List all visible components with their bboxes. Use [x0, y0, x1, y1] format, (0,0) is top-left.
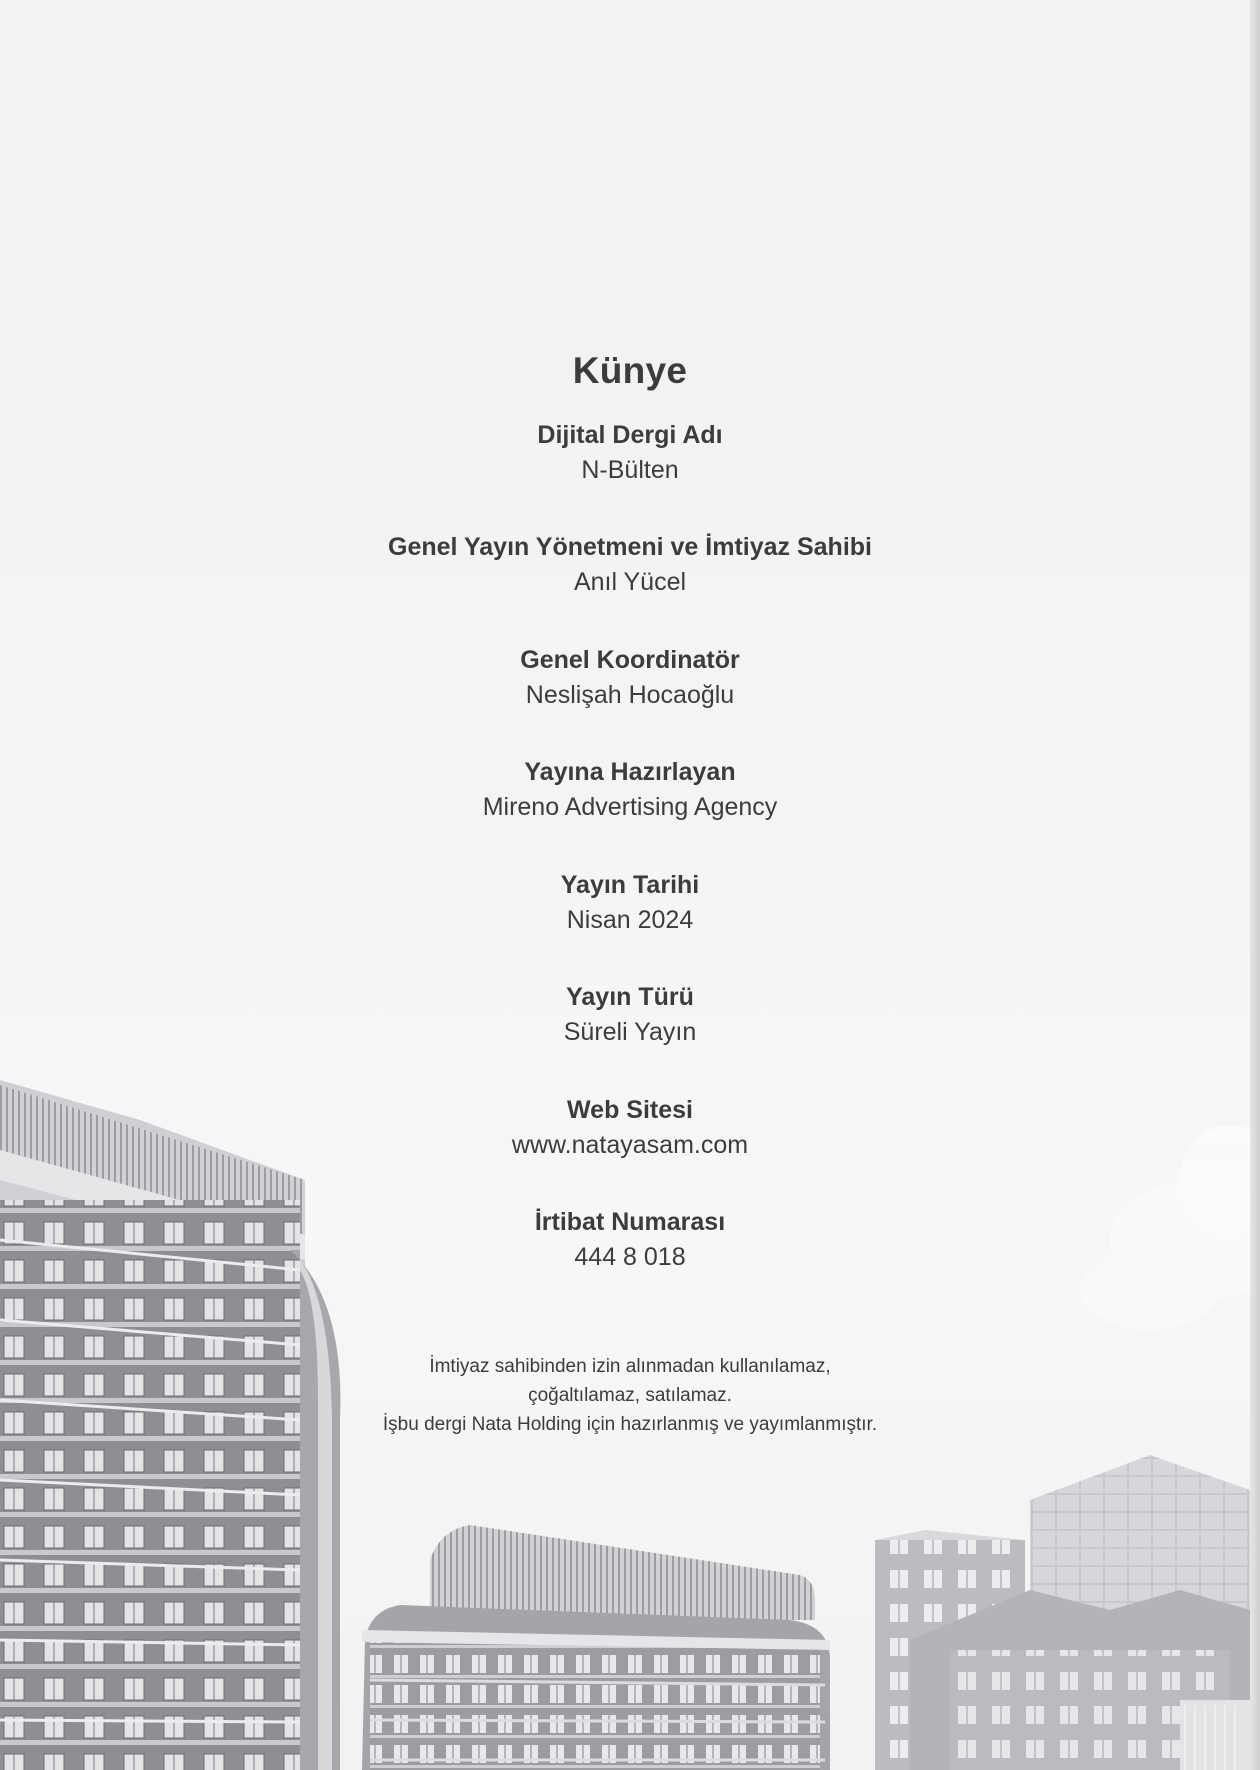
right-buildings	[875, 1455, 1250, 1770]
left-tower	[0, 1080, 340, 1770]
entry-label: Genel Koordinatör	[520, 646, 740, 674]
imprint-entry-publication-date	[300, 868, 960, 938]
copyright-line-3: İşbu dergi Nata Holding için hazırlanmış ve yayımlanmıştır.	[382, 1414, 878, 1435]
copyright-line-1: İmtiyaz sahibinden izin alınmadan kullanılamaz,	[429, 1356, 831, 1377]
entry-value: Mireno Advertising Agency	[482, 793, 778, 821]
entry-value: Neslişah Hocaoğlu	[525, 681, 735, 709]
entry-label: Dijital Dergi Adı	[537, 421, 723, 449]
entry-value: N-Bülten	[581, 456, 679, 484]
entry-value: Anıl Yücel	[573, 568, 687, 596]
imprint-entry-website	[300, 1093, 960, 1163]
imprint-entry-editor-in-chief	[300, 530, 960, 600]
imprint-entry-contact-number	[300, 1205, 960, 1275]
entry-value: Süreli Yayın	[563, 1018, 697, 1046]
copyright-line-2: çoğaltılamaz, satılamaz.	[528, 1385, 732, 1406]
imprint-entry-prepared-by	[300, 755, 960, 825]
phone-number: 444 8 018	[574, 1243, 686, 1271]
website-link[interactable]: www.natayasam.com	[511, 1131, 749, 1159]
clouds	[1080, 1125, 1250, 1330]
entry-label: Yayın Türü	[566, 983, 694, 1011]
entry-label: İrtibat Numarası	[534, 1208, 726, 1236]
page-title: Künye	[572, 350, 688, 391]
imprint-entry-magazine-name	[300, 418, 960, 488]
entry-label: Web Sitesi	[567, 1096, 693, 1124]
entry-label: Genel Yayın Yönetmeni ve İmtiyaz Sahibi	[388, 533, 872, 561]
entry-label: Yayın Tarihi	[560, 871, 700, 899]
middle-tower	[362, 1525, 830, 1770]
entry-value: Nisan 2024	[566, 906, 694, 934]
imprint-entry-publication-type	[300, 980, 960, 1050]
imprint-entry-general-coordinator	[300, 643, 960, 713]
copyright-notice	[300, 1352, 960, 1439]
entry-label: Yayına Hazırlayan	[524, 758, 736, 786]
page-edge-shadow	[1250, 0, 1260, 1770]
